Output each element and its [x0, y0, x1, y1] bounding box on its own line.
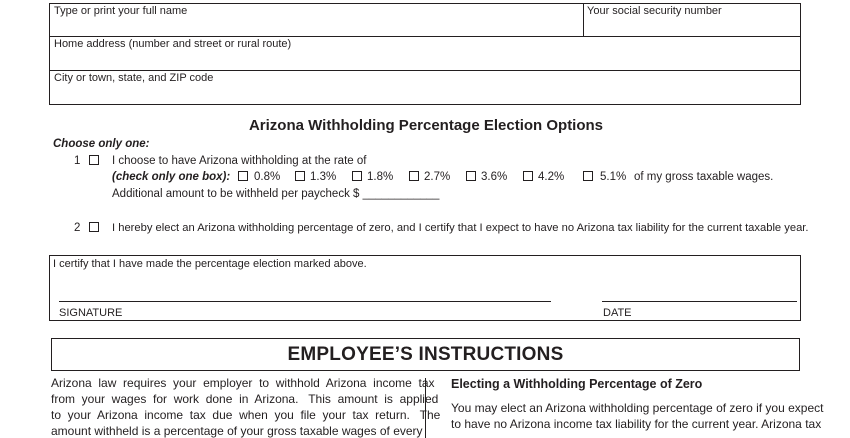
instructions-left-line: amount withheld is a percentage of your gross taxable wages of every	[51, 424, 423, 438]
address-label: Home address (number and street or rural route)	[54, 38, 292, 50]
full-name-input[interactable]	[54, 19, 578, 37]
signature-line[interactable]	[59, 301, 551, 302]
rate-checkbox-5-1[interactable]	[583, 171, 593, 181]
rate-label-5-1: 5.1%	[600, 171, 627, 183]
certification-box	[49, 255, 801, 321]
date-line[interactable]	[602, 301, 797, 302]
instructions-banner	[51, 338, 800, 371]
check-only-one-label: (check only one box):	[112, 171, 231, 183]
instructions-right-line: You may elect an Arizona withholding percentage of zero if you expect	[451, 401, 824, 415]
option1-number: 1	[74, 155, 81, 167]
rate-label-1-8: 1.8%	[367, 171, 394, 183]
instructions-left-line: from your wages for work done in Arizona. This amount is applied	[51, 392, 439, 406]
city-label: City or town, state, and ZIP code	[54, 72, 214, 84]
address-field-box	[49, 36, 801, 71]
rate-label-2-7: 2.7%	[424, 171, 451, 183]
option2-number: 2	[74, 222, 81, 234]
rate-checkbox-1-8[interactable]	[352, 171, 362, 181]
rate-label-4-2: 4.2%	[538, 171, 565, 183]
option1-text: I choose to have Arizona withholding at the rate of	[112, 155, 367, 167]
date-label: DATE	[603, 307, 632, 319]
signature-label: SIGNATURE	[59, 307, 123, 319]
name-field-box	[49, 3, 584, 37]
rate-checkbox-3-6[interactable]	[466, 171, 476, 181]
instructions-right-line: to have no Arizona income tax liability for the current year. Arizona tax	[451, 417, 822, 431]
rate-checkbox-1-3[interactable]	[295, 171, 305, 181]
name-label: Type or print your full name	[54, 5, 188, 17]
instructions-left-line: to your Arizona income tax due when you file your tax return. The	[51, 408, 441, 422]
column-divider	[425, 378, 426, 438]
rate-checkbox-0-8[interactable]	[238, 171, 248, 181]
rate-checkbox-4-2[interactable]	[523, 171, 533, 181]
rate-checkbox-2-7[interactable]	[409, 171, 419, 181]
option2-text: I hereby elect an Arizona withholding percentage of zero, and I certify that I expect to have no Arizona tax liability for the current taxable year.	[112, 222, 809, 234]
home-address-input[interactable]	[54, 53, 793, 71]
rate-label-0-8: 0.8%	[254, 171, 281, 183]
ssn-input[interactable]	[588, 19, 797, 37]
city-state-zip-input[interactable]	[54, 87, 793, 105]
rate-label-3-6: 3.6%	[481, 171, 508, 183]
certify-text: I certify that I have made the percentage election marked above.	[53, 258, 367, 270]
additional-amount-text: Additional amount to be withheld per paycheck $ ____________	[112, 188, 440, 200]
of-gross-wages-text: of my gross taxable wages.	[634, 171, 774, 183]
option1-checkbox[interactable]	[89, 155, 99, 165]
city-field-box	[49, 70, 801, 105]
instructions-left-line: Arizona law requires your employer to withhold Arizona income tax	[51, 376, 435, 390]
rate-label-1-3: 1.3%	[310, 171, 337, 183]
zero-withholding-heading: Electing a Withholding Percentage of Zero	[451, 377, 703, 391]
option2-checkbox[interactable]	[89, 222, 99, 232]
instructions-banner-title: EMPLOYEE’S INSTRUCTIONS	[287, 344, 564, 365]
choose-only-one-label: Choose only one:	[53, 138, 150, 150]
ssn-field-box	[583, 3, 801, 37]
ssn-label: Your social security number	[587, 5, 722, 17]
election-heading: Arizona Withholding Percentage Election Options	[248, 117, 604, 134]
